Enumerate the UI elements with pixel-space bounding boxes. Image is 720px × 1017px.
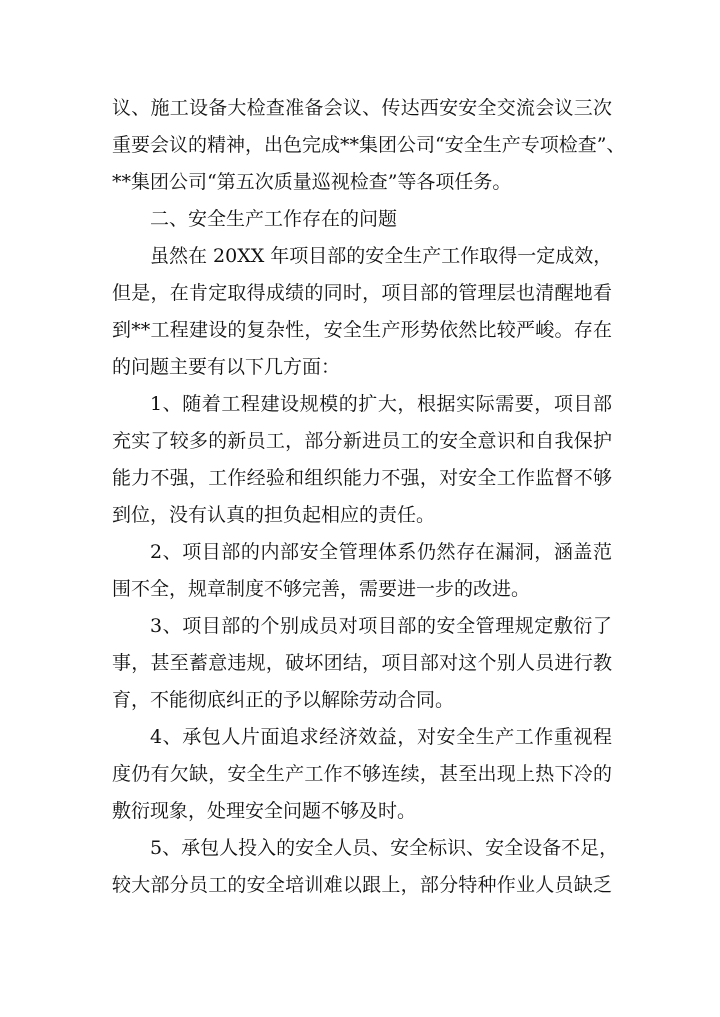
text-line: 围不全，规章制度不够完善，需要进一步的改进。 xyxy=(112,578,531,600)
text-line: 1、随着工程建设规模的扩大，根据实际需要，项目部 xyxy=(150,393,612,415)
text-line: 育，不能彻底纠正的予以解除劳动合同。 xyxy=(112,689,455,711)
text-line: 敷衍现象，处理安全问题不够及时。 xyxy=(112,800,417,822)
text-line: 3、项目部的个别成员对项目部的安全管理规定敷衍了 xyxy=(150,615,612,637)
text-line: 度仍有欠缺，安全生产工作不够连续，甚至出现上热下冷的 xyxy=(112,763,612,785)
text-line: 能力不强，工作经验和组织能力不强，对安全工作监督不够 xyxy=(112,467,612,489)
text-line: 重要会议的精神，出色完成**集团公司“安全生产专项检查”、 xyxy=(112,134,626,156)
text-line: 但是，在肯定取得成绩的同时，项目部的管理层也清醒地看 xyxy=(112,282,612,304)
text-line: **集团公司“第五次质量巡视检查”等各项任务。 xyxy=(112,171,512,193)
text-line: 5、承包人投入的安全人员、安全标识、安全设备不足， xyxy=(150,837,619,859)
text-line: 充实了较多的新员工，部分新进员工的安全意识和自我保护 xyxy=(112,430,612,452)
text-line: 虽然在 20XX 年项目部的安全生产工作取得一定成效， xyxy=(150,245,613,267)
text-line: 议、施工设备大检查准备会议、传达西安安全交流会议三次 xyxy=(112,97,612,119)
document-body xyxy=(112,90,626,904)
text-line: 到**工程建设的复杂性，安全生产形势依然比较严峻。存在 xyxy=(112,319,612,341)
text-line: 较大部分员工的安全培训难以跟上，部分特种作业人员缺乏 xyxy=(112,874,612,896)
text-line: 2、项目部的内部安全管理体系仍然存在漏洞，涵盖范 xyxy=(150,541,612,563)
text-line: 4、承包人片面追求经济效益，对安全生产工作重视程 xyxy=(150,726,612,748)
text-line: 到位，没有认真的担负起相应的责任。 xyxy=(112,504,436,526)
text-line: 的问题主要有以下几方面： xyxy=(112,356,341,378)
text-line: 事，甚至蓄意违规，破坏团结，项目部对这个别人员进行教 xyxy=(112,652,612,674)
text-line: 二、安全生产工作存在的问题 xyxy=(150,208,398,230)
